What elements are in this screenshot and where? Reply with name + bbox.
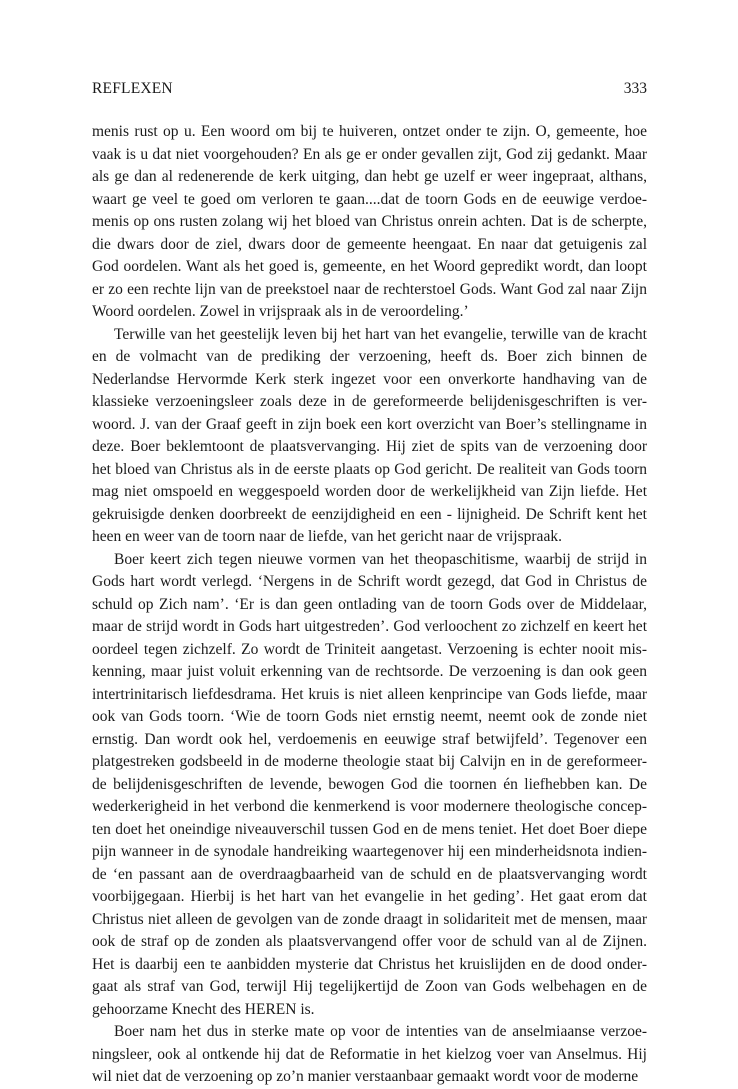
text-line: deze. Boer beklemtoont de plaatsvervanging. Hij ziet de spits van de verzoening door (92, 438, 647, 455)
text-line: menis op ons rusten zolang wij het bloed van Christus onrein achten. Dat is de scherpte, (92, 213, 647, 230)
text-line: er zo een rechte lijn van de preekstoel naar de rechterstoel Gods. Want God zal naar Zijn (92, 280, 647, 298)
text-line: ook de straf op de zonden als plaatsvervangend offer voor de schuld van al de Zijnen. (92, 933, 647, 950)
text-line: de belijdenisgeschriften de levende, bewogen God die toornen én liefhebben kan. De (92, 775, 647, 793)
text-line: ook van Gods toorn. ‘Wie de toorn Gods niet ernstig neemt, neemt ook de zonde niet (92, 708, 647, 725)
body-text (92, 121, 647, 1089)
text-line: waart ge veel te goed om verloren te gaan....dat de toorn Gods en de eeuwige verdoe- (92, 190, 647, 208)
text-line: het bloed van Christus als in de eerste plaats op God gericht. De realiteit van Gods toorn (92, 460, 647, 478)
text-line: wil niet dat de verzoening op zo’n manier verstaanbaar gemaakt wordt voor de moderne (92, 1068, 639, 1085)
text-line: Terwille van het geestelijk leven bij het hart van het evangelie, terwille van de kracht (114, 325, 647, 343)
text-line: Boer nam het dus in sterke mate op voor de intenties van de anselmiaanse verzoe- (114, 1023, 647, 1040)
text-line: ten doet het oneindige niveauverschil tussen God en de mens teniet. Het doet Boer diepe (92, 820, 647, 838)
text-line: die dwars door de ziel, dwars door de gemeente heengaat. En naar dat getuigenis zal (92, 235, 647, 253)
text-line: Nederlandse Hervormde Kerk sterk ingezet voor een onverkorte handhaving van de (92, 370, 647, 388)
text-line: als ge dan al redenerende de kerk uitging, dan hebt ge uzelf er weer ingepraat, althans, (92, 168, 647, 185)
text-line: gekruisigde denken doorbreekt de eenzijdigheid en een - lijnigheid. De Schrift kent het (92, 505, 647, 523)
text-line: wederkerigheid in het verbond die kenmerkend is voor modernere theologische concep- (92, 798, 647, 815)
text-line: heen en weer van de toorn naar de liefde, van het gericht naar de vrijspraak. (92, 528, 562, 545)
page-number: 333 (623, 80, 647, 97)
text-line: voorbijgegaan. Hierbij is het hart van het evangelie in het geding’. Het gaat erom dat (92, 888, 647, 905)
text-line: kenning, maar juist voluit erkenning van de rechtsorde. De verzoening is dan ook geen (92, 663, 647, 680)
paragraph (92, 121, 647, 324)
text-line: ningsleer, ook al ontkende hij dat de Reformatie in het kielzog voer van Anselmus. Hij (92, 1045, 647, 1063)
text-line: oordeel tegen zichzelf. Zo wordt de Triniteit aangetast. Verzoening is echter nooit mis- (92, 640, 647, 658)
text-line: Gods hart wordt verlegd. ‘Nergens in de Schrift wordt gezegd, dat God in Christus de (92, 573, 647, 590)
text-line: Het is daarbij een te aanbidden mysterie dat Christus het kruislijden en de dood onder- (92, 955, 647, 973)
text-line: schuld op Zich nam’. ‘Er is dan geen ontlading van de toorn Gods over de Middelaar, (92, 595, 647, 613)
paragraph (92, 1021, 647, 1089)
text-line: menis rust op u. Een woord om bij te huiveren, ontzet onder te zijn. O, gemeente, hoe (92, 123, 647, 140)
text-line: intertrinitarisch liefdesdrama. Het kruis is niet alleen kenprincipe van Gods liefde, maar (92, 685, 647, 703)
text-line: Christus niet alleen de gevolgen van de zonde draagt in solidariteit met de mensen, maar (92, 910, 647, 928)
text-line: klassieke verzoeningsleer zoals deze in de gereformeerde belijdenisgeschriften is ver- (92, 393, 647, 410)
text-line: gaat als straf van God, terwijl Hij tegelijkertijd de Zoon van Gods welbehagen en de (92, 978, 647, 995)
paragraph (92, 549, 647, 1022)
text-line: Woord oordelen. Zowel in vrijspraak als in de veroordeling.’ (92, 303, 469, 320)
text-line: gehoorzame Knecht des HEREN is. (92, 1000, 315, 1018)
running-title: REFLEXEN (92, 80, 173, 97)
running-header (92, 79, 647, 99)
text-line: de ‘en passant aan de overdraagbaarheid van de schuld en de plaatsvervanging wordt (92, 865, 647, 883)
text-line: maar de strijd wordt in Gods hart uitgestreden’. God verloochent zo zichzelf en keert het (92, 618, 647, 635)
text-line: woord. J. van der Graaf geeft in zijn boek een kort overzicht van Boer’s stellingname in (92, 415, 647, 433)
text-line: ernstig. Dan wordt ook hel, verdoemenis en eeuwige straf betwijfeld’. Tegenover een (92, 730, 647, 748)
text-line: Boer keert zich tegen nieuwe vormen van het theopaschitisme, waarbij de strijd in (114, 550, 647, 568)
text-line: en de volmacht van de prediking der verzoening, heeft ds. Boer zich binnen de (92, 348, 647, 365)
text-line: God oordelen. Want als het goed is, gemeente, en het Woord gepredikt wordt, dan loopt (92, 258, 647, 275)
book-page (92, 0, 647, 1085)
text-line: mag niet omspoeld en weggespoeld worden door de werkelijkheid van Zijn liefde. Het (92, 483, 647, 500)
paragraph (92, 324, 647, 549)
text-line: vaak is u dat niet voorgehouden? En als ge er onder gevallen zijt, God zij gedankt. Maar (92, 145, 647, 163)
text-line: pijn wanneer in de synodale handreiking waartegenover hij een minderheidsnota indien- (92, 843, 647, 860)
text-line: platgestreken godsbeeld in de moderne theologie staat bij Calvijn en in de gereformeer- (92, 753, 647, 770)
